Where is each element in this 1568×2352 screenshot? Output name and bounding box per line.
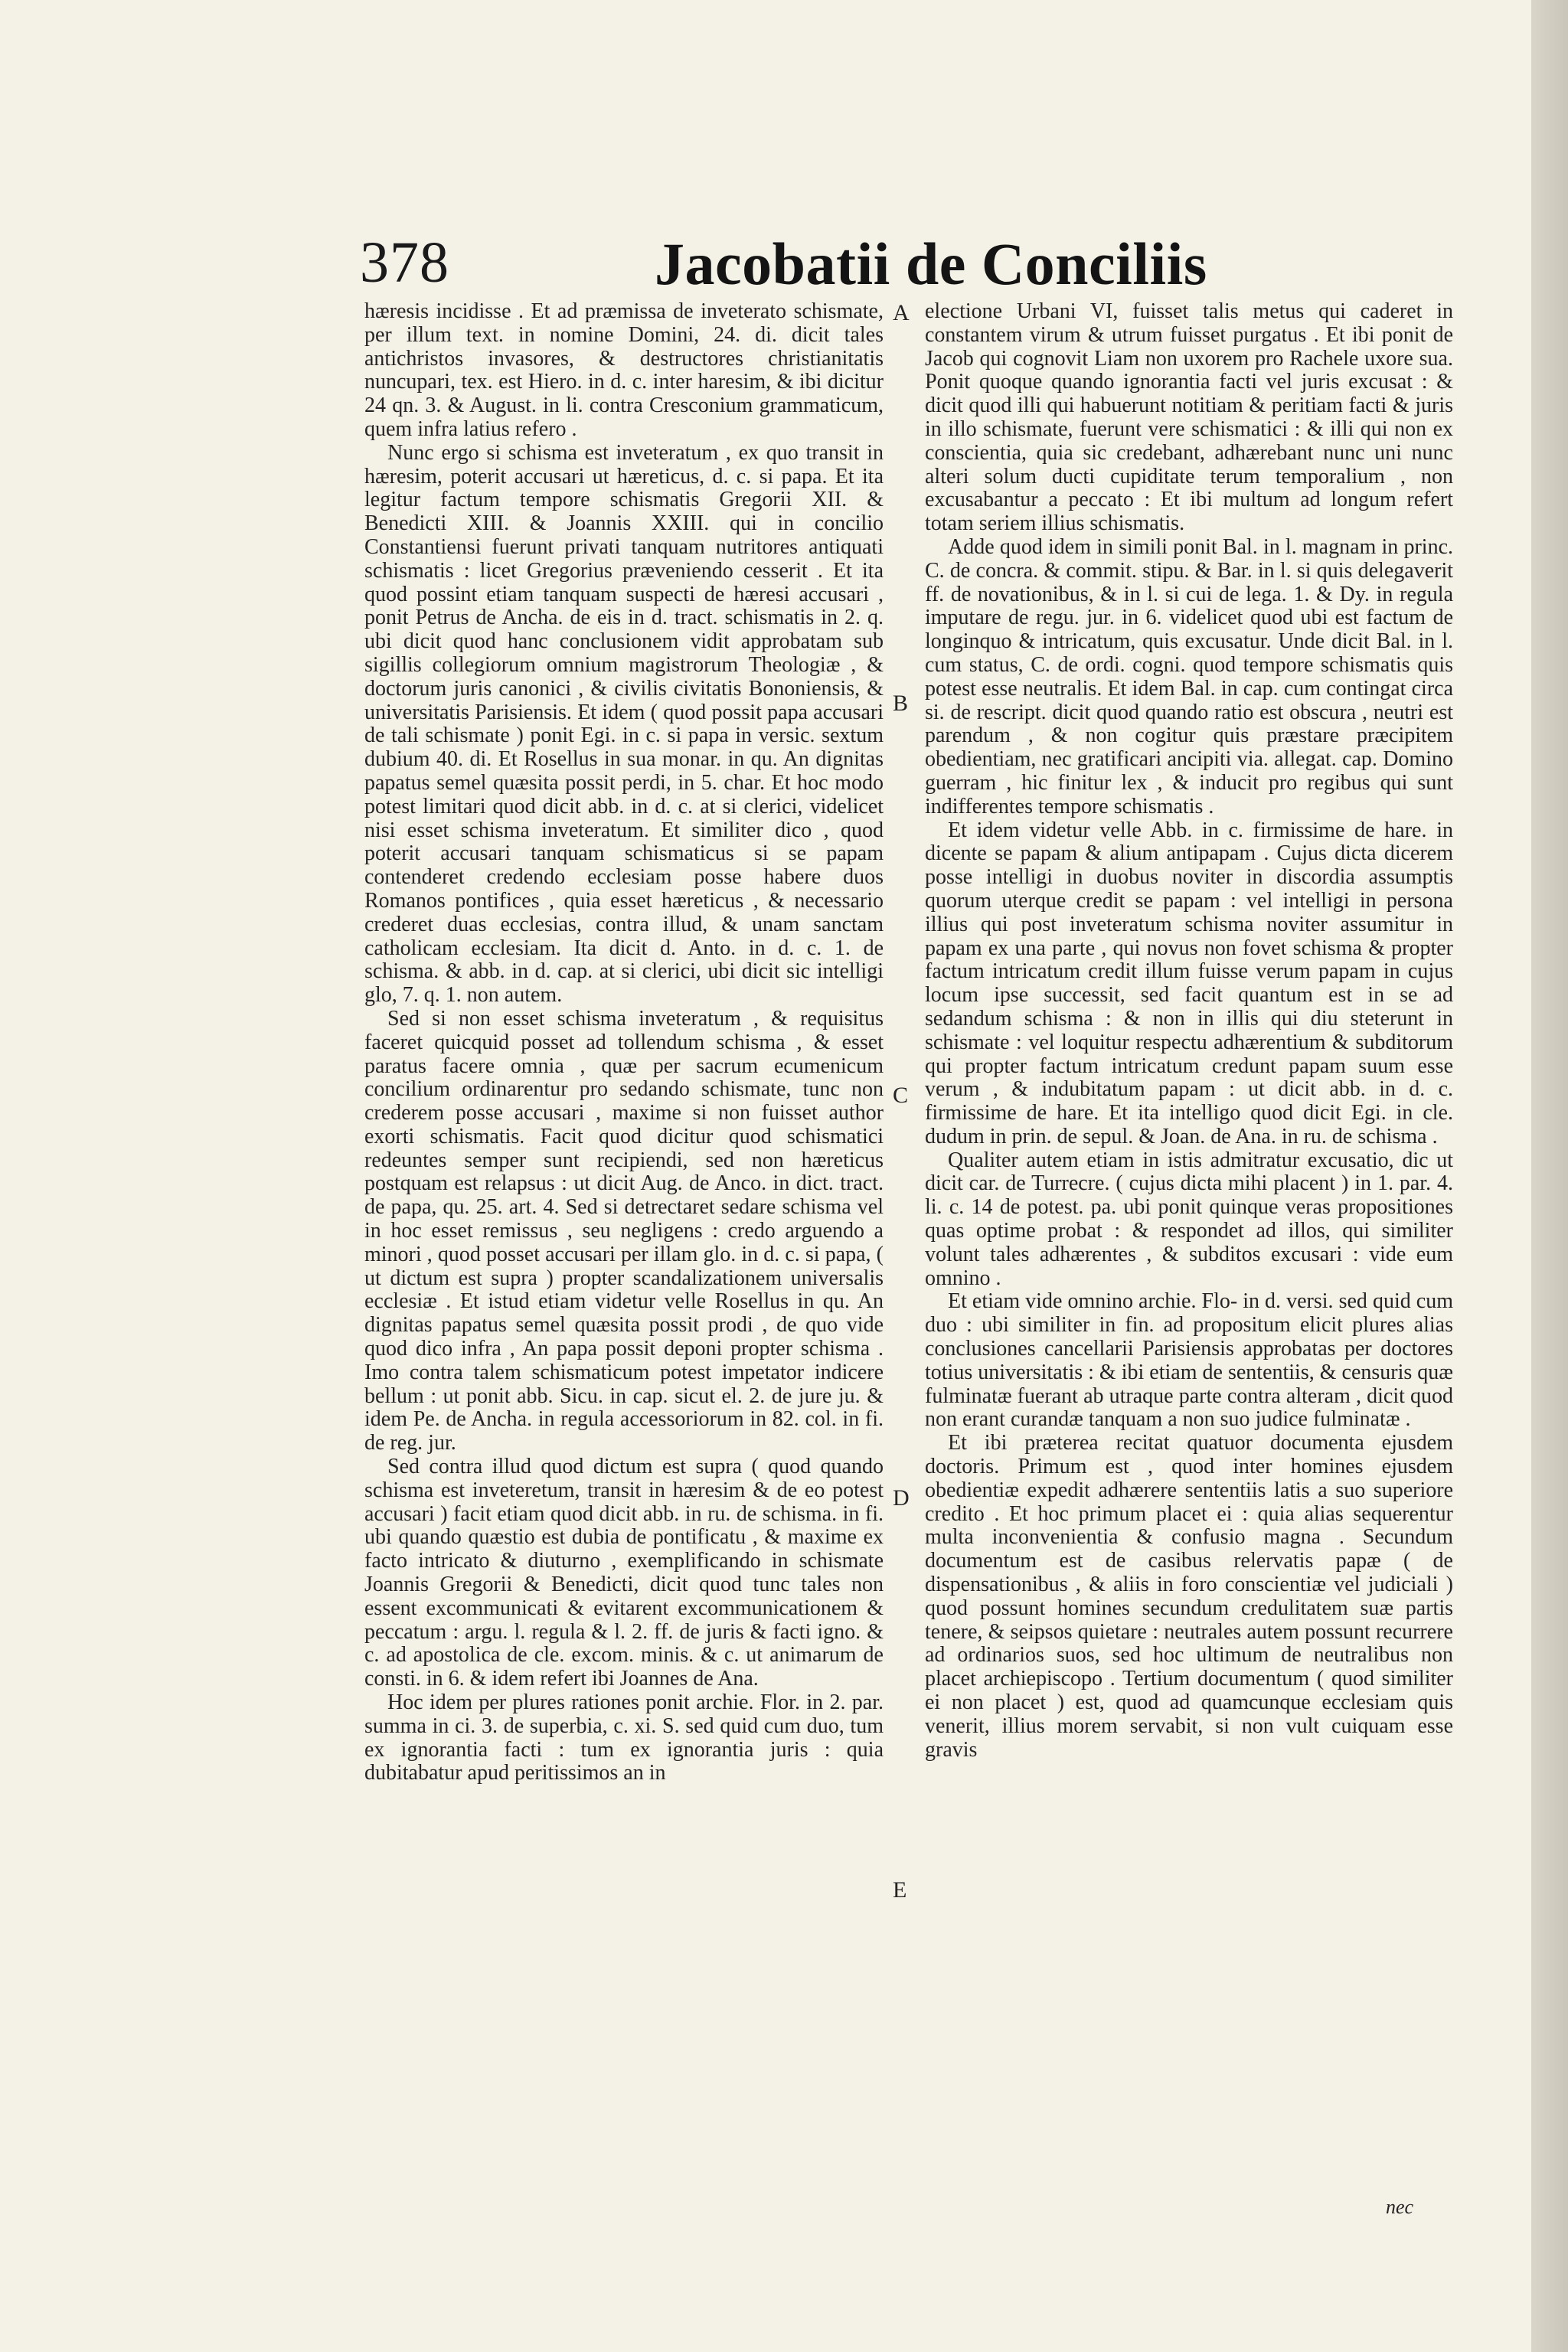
- paragraph: Et ibi præterea recitat quatuor documenta ejusdem doctoris. Primum est , quod inter homines ejusdem obedientiæ expedit adhærere sententiis latis a suo superiore credito . Et hoc primum placet ei : quia alias sequerentur multa inconvenientia & confusio magna . Secundum documentum est de casibus relervatis papæ ( de dispensationibus , & aliis in foro conscientiæ vel judiciali ) quod possunt homines secundum credulitatem suæ partis tenere, & seipsos quietare : neutrales autem possunt recurrere ad ordinarios suos, sed hoc ultimum de neutralibus non placet archiepiscopo . Tertium documentum ( quod similiter ei non placet ) est, quod ad quamcunque ecclesiam quis venerit, illius morem servabit, si non vult cuiquam esse gravis: [925, 1431, 1453, 1762]
- section-markers: [890, 300, 920, 2214]
- section-marker-b: B: [893, 691, 909, 716]
- section-marker-e: E: [893, 1877, 907, 1903]
- paragraph: hæresis incidisse . Et ad præmissa de inveterato schismate, per illum text. in nomine Domini, 24. di. dicit tales antichristos invasores, & destructores christianitatis nuncupari, tex. est Hiero. in d. c. inter haresim, & ibi dicitur 24 qn. 3. & August. in li. contra Cresconium grammaticum, quem infra latius refero .: [364, 299, 884, 441]
- paragraph: Et idem videtur velle Abb. in c. firmissime de hare. in dicente se papam & alium antipapam . Cujus dicta dicerem posse intelligi in duobus noviter in discordia assumptis quorum uterque credit se papam : vel intelligi in persona illius qui post inveteratum schisma noviter assumitur in papam ex una parte , qui novus non fovet schisma & propter factum intricatum credit illum fuisse verum papam in cujus locum ipse successit, sed facit quantum est in se ad sedandum schisma : & non in illis qui diu steterunt in schismate : vel loquitur respectu adhærentium & subditorum qui propter factum intricatum credunt papam suum esse verum , & indubitatum papam : ut dicit abb. in d. c. firmissime de hare. Et ita intelligo quod dicit Egi. in cle. dudum in prin. de sepul. & Joan. de Ana. in ru. de schisma .: [925, 818, 1453, 1148]
- section-marker-a: A: [893, 300, 910, 325]
- right-column: [925, 300, 1453, 1762]
- section-marker-c: C: [893, 1083, 909, 1108]
- running-title: Jacobatii de Conciliis: [655, 230, 1207, 297]
- paragraph: electione Urbani VI, fuisset talis metus qui caderet in constantem virum & utrum fuisset purgatus . Et ibi ponit de Jacob qui cognovit Liam non uxorem pro Rachele uxore sua. Ponit quoque quando ignorantia facti vel juris excusat : & dicit quod illi qui habuerunt notitiam & peritiam facti & juris in illo schismate, fuerunt vere schismatici : & illi qui non ex conscientia, quia sic credebant, adhærebant nunc uni nunc alteri solum ducti cupiditate terum temporalium , non excusabantur a peccato : Et ibi multum ad longum refert totam seriem illius schismatis.: [925, 299, 1453, 536]
- paragraph: Et etiam vide omnino archie. Flo- in d. versi. sed quid cum duo : ubi similiter in fin. ad propositum elicit plures alias conclusiones cancellarii Parisiensis approbatas per doctores totius universitatis : & ibi etiam de sententiis, & censuris quæ fulminatæ fuerant ab utraque parte contra alteram , dicit quod non erant curandæ tanquam a non suo judice fulminatæ .: [925, 1289, 1453, 1432]
- paragraph: Hoc idem per plures rationes ponit archie. Flor. in 2. par. summa in ci. 3. de superbia, c. xi. S. sed quid cum duo, tum ex ignorantia facti : tum ex ignorantia juris : quia dubitabatur apud peritissimos an in: [364, 1690, 884, 1785]
- paragraph: Nunc ergo si schisma est inveteratum , ex quo transit in hæresim, poterit accusari ut hæreticus, d. c. si papa. Et ita legitur factum tempore schismatis Gregorii XII. & Benedicti XIII. & Joannis XXIII. qui in concilio Constantiensi fuerunt privati tanquam nutritores antiquati schismatis : licet Gregorius præveniendo cesserit . Et ita quod possint etiam tanquam suspecti de hæresi accusari , ponit Petrus de Ancha. de eis in d. tract. schismatis in 2. q. ubi dicit quod hanc conclusionem vidit approbatam sub sigillis collegiorum omnium magistrorum Theologiæ , & doctorum juris canonici , & civilis civitatis Bononiensis, & universitatis Parisiensis. Et idem ( quod possit papa accusari de tali schismate ) ponit Egi. in c. si papa in versic. sextum dubium 40. di. Et Rosellus in sua monar. in qu. An dignitas papatus semel quæsita possit perdi, in 5. char. Et hoc modo potest limitari quod dicit abb. in d. c. at si clerici, videlicet nisi esset schisma inveteratum. Et similiter dico , quod poterit accusari tanquam schismaticus si se papam contenderet credendo ecclesiam posse habere duos Romanos pontifices , quia esset hæreticus , & necessario crederet duas ecclesias, contra illud, & unam sanctam catholicam ecclesiam. Ita dicit d. Anto. in d. c. 1. de schisma. & abb. in d. cap. at si clerici, ubi dicit sic intelligi glo, 7. q. 1. non autem.: [364, 440, 884, 1008]
- catchword: nec: [1386, 2196, 1414, 2218]
- left-column: [364, 300, 884, 1785]
- paragraph: Qualiter autem etiam in istis admitratur excusatio, dic ut dicit car. de Turrecre. ( cujus dicta mihi placent ) in 1. par. 4. li. c. 14 de potest. pa. ubi ponit quinque veras propositiones quas optime probat : & respondet ad illos, qui similiter volunt tales adhærentes , & subditos excusari : vide eum omnino .: [925, 1148, 1453, 1290]
- paragraph: Sed si non esset schisma inveteratum , & requisitus faceret quicquid posset ad tollendum schisma , & esset paratus facere omnia , quæ per sacrum ecumenicum concilium ordinarentur pro sedando schismate, tunc non crederem posse accusari , maxime si non fuisset author exorti schismatis. Facit quod dicitur quod schismatici redeuntes semper sunt recipiendi, sed non hæreticus postquam est relapsus : ut dicit Aug. de Anco. in dict. tract. de papa, qu. 25. art. 4. Sed si detrectaret sedare schisma vel in hoc esset remissus , seu negligens : credo arguendo a minori , quod posset accusari per illam glo. in d. c. si papa, ( ut dictum est supra ) propter scandalizationem universalis ecclesiæ . Et istud etiam videtur velle Rosellus in qu. An dignitas papatus semel quæsita possit prodi , de quo vide quod dico infra , An papa possit deponi propter schisma . Imo contra talem schismaticum potest impetator indicere bellum : ut ponit abb. Sicu. in cap. sicut el. 2. de jure ju. & idem Pe. de Ancha. in regula accessoriorum in 82. col. in fi. de reg. jur.: [364, 1006, 884, 1455]
- page-number: 378: [360, 230, 449, 295]
- paragraph: Adde quod idem in simili ponit Bal. in l. magnam in princ. C. de concra. & commit. stipu. & Bar. in l. si quis delegaverit ff. de novationibus, & in l. si cui de lega. 1. & Dy. in regula imputare de regu. jur. in 6. videlicet quod ubi est factum de longinquo & intricatum, quis excusatur. Unde dicit Bal. in l. cum status, C. de ordi. cogni. quod tempore schismatis quis potest esse neutralis. Et idem Bal. in cap. cum contingat circa si. de rescript. dicit quod quando ratio est obscura , neutri est parendum , & non cogitur quis præstare præcipitem obedientiam, nec gratificari ancipiti via. allegat. cap. Domino guerram , hic finitur lex , & inducit pro regibus qui sunt indifferentes tempore schismatis .: [925, 534, 1453, 818]
- section-marker-d: D: [893, 1485, 910, 1511]
- page-edge: [1531, 0, 1568, 2352]
- paragraph: Sed contra illud quod dictum est supra ( quod quando schisma est inveteretum, transit in hæresim & de eo potest accusari ) facit etiam quod dicit abb. in ru. de schisma. in fi. ubi quando quæstio est dubia de pontificatu , & maxime ex facto intricato & diuturno , exemplificando in schismate Joannis Gregorii & Benedicti, dicit quod tunc tales non essent excommunicati & evitarent excommunicationem & peccatum : argu. l. regula & l. 2. ff. de juris & facti igno. & c. ad apostolica de cle. excom. minis. & c. ut animarum de consti. in 6. & idem refert ibi Joannes de Ana.: [364, 1455, 884, 1691]
